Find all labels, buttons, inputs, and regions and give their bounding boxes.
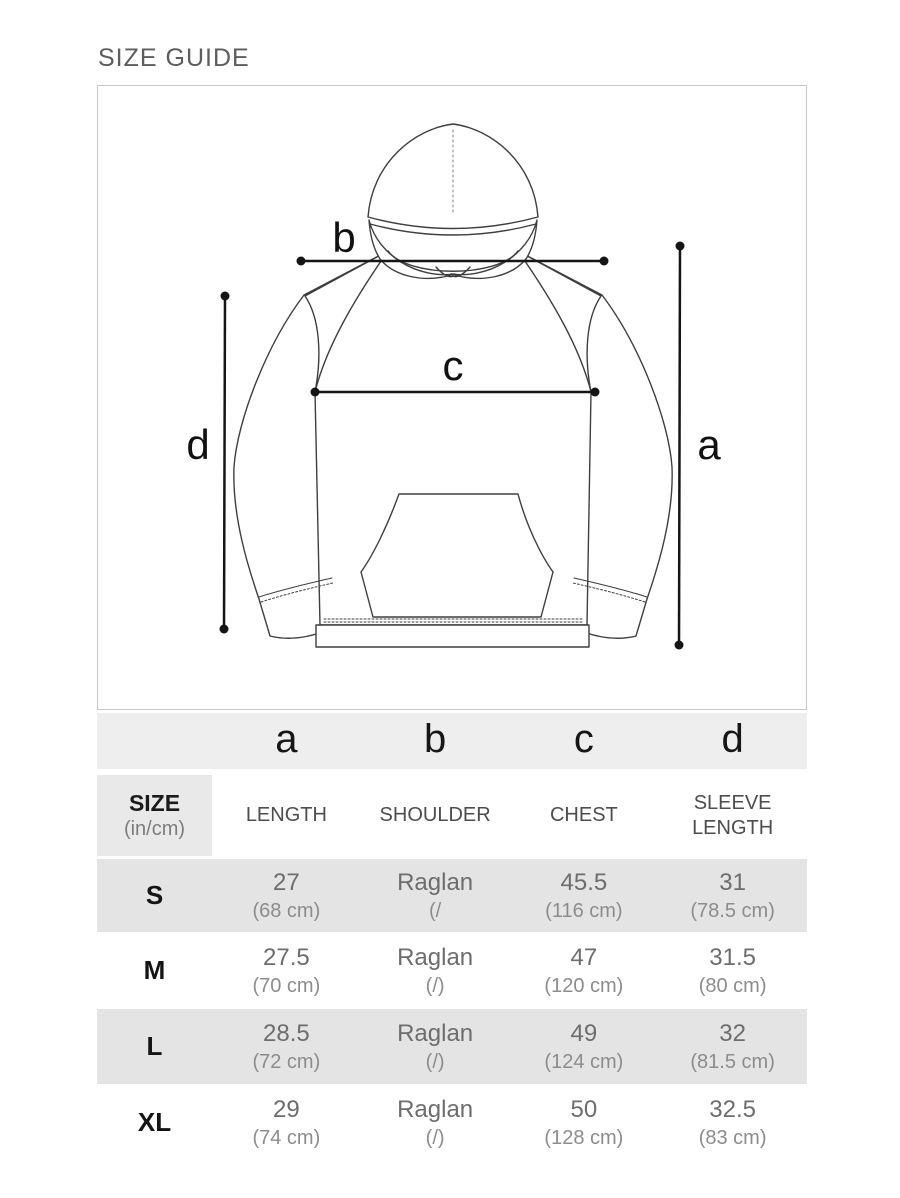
column-header-shoulder: SHOULDER <box>379 804 491 826</box>
letter-header-d: d <box>721 717 744 761</box>
cell-m-chest: 47 (120 cm) <box>544 944 624 997</box>
size-header-units: (in/cm) <box>123 818 186 841</box>
table-row-s <box>97 859 807 932</box>
letter-header-c: c <box>573 717 594 761</box>
table-column-header-row <box>97 775 807 856</box>
cell-l-length: 28.5 (72 cm) <box>252 1020 321 1073</box>
cell-l-shoulder: Raglan (/) <box>397 1020 474 1073</box>
measure-line-d <box>220 292 230 634</box>
column-header-chest: CHEST <box>549 804 618 826</box>
diagram-label-c: c <box>442 342 464 389</box>
cell-s-chest: 45.5 (116 cm) <box>545 869 623 922</box>
diagram-label-a: a <box>697 421 721 468</box>
column-header-length: LENGTH <box>245 804 327 826</box>
cell-xl-length: 29 (74 cm) <box>252 1096 321 1149</box>
letter-header-a: a <box>275 717 298 761</box>
hem-band <box>316 625 589 647</box>
diagram-label-d: d <box>186 421 210 468</box>
cell-m-shoulder: Raglan (/) <box>397 944 474 997</box>
letter-header-b: b <box>424 717 447 761</box>
table-letters-row <box>97 713 807 769</box>
cell-m-length: 27.5 (70 cm) <box>252 944 321 997</box>
letters-row-empty-cell <box>97 713 212 769</box>
table-row-xl <box>97 1084 807 1161</box>
table-row-m <box>97 932 807 1009</box>
table-row-l <box>97 1009 807 1084</box>
cell-l-chest: 49 (124 cm) <box>544 1020 624 1073</box>
hoodie-illustration <box>98 86 806 709</box>
cell-xl-sleeve-length: 32.5 (83 cm) <box>698 1096 767 1149</box>
size-guide-page <box>97 0 807 1161</box>
size-label-l: L <box>146 1031 163 1061</box>
cell-s-length: 27 (68 cm) <box>252 869 321 922</box>
measure-line-a <box>675 242 685 650</box>
hoodie-measurement-diagram <box>97 85 807 710</box>
page-title: SIZE GUIDE <box>98 44 250 72</box>
size-label-xl: XL <box>137 1107 172 1137</box>
cell-s-shoulder: Raglan (/ <box>397 869 474 922</box>
cell-s-sleeve-length: 31 (78.5 cm) <box>690 869 775 922</box>
cell-xl-shoulder: Raglan (/) <box>397 1096 474 1149</box>
size-table <box>97 713 807 1161</box>
size-header-title: SIZE <box>128 789 181 816</box>
size-header-cell <box>97 775 212 856</box>
cell-m-sleeve-length: 31.5 (80 cm) <box>698 944 767 997</box>
diagram-label-b: b <box>332 214 356 261</box>
cell-xl-chest: 50 (128 cm) <box>544 1096 624 1149</box>
size-label-s: S <box>145 880 164 910</box>
size-label-m: M <box>143 955 166 985</box>
cell-l-sleeve-length: 32 (81.5 cm) <box>690 1020 775 1073</box>
column-header-sleeve-length: SLEEVE LENGTH <box>692 791 774 839</box>
